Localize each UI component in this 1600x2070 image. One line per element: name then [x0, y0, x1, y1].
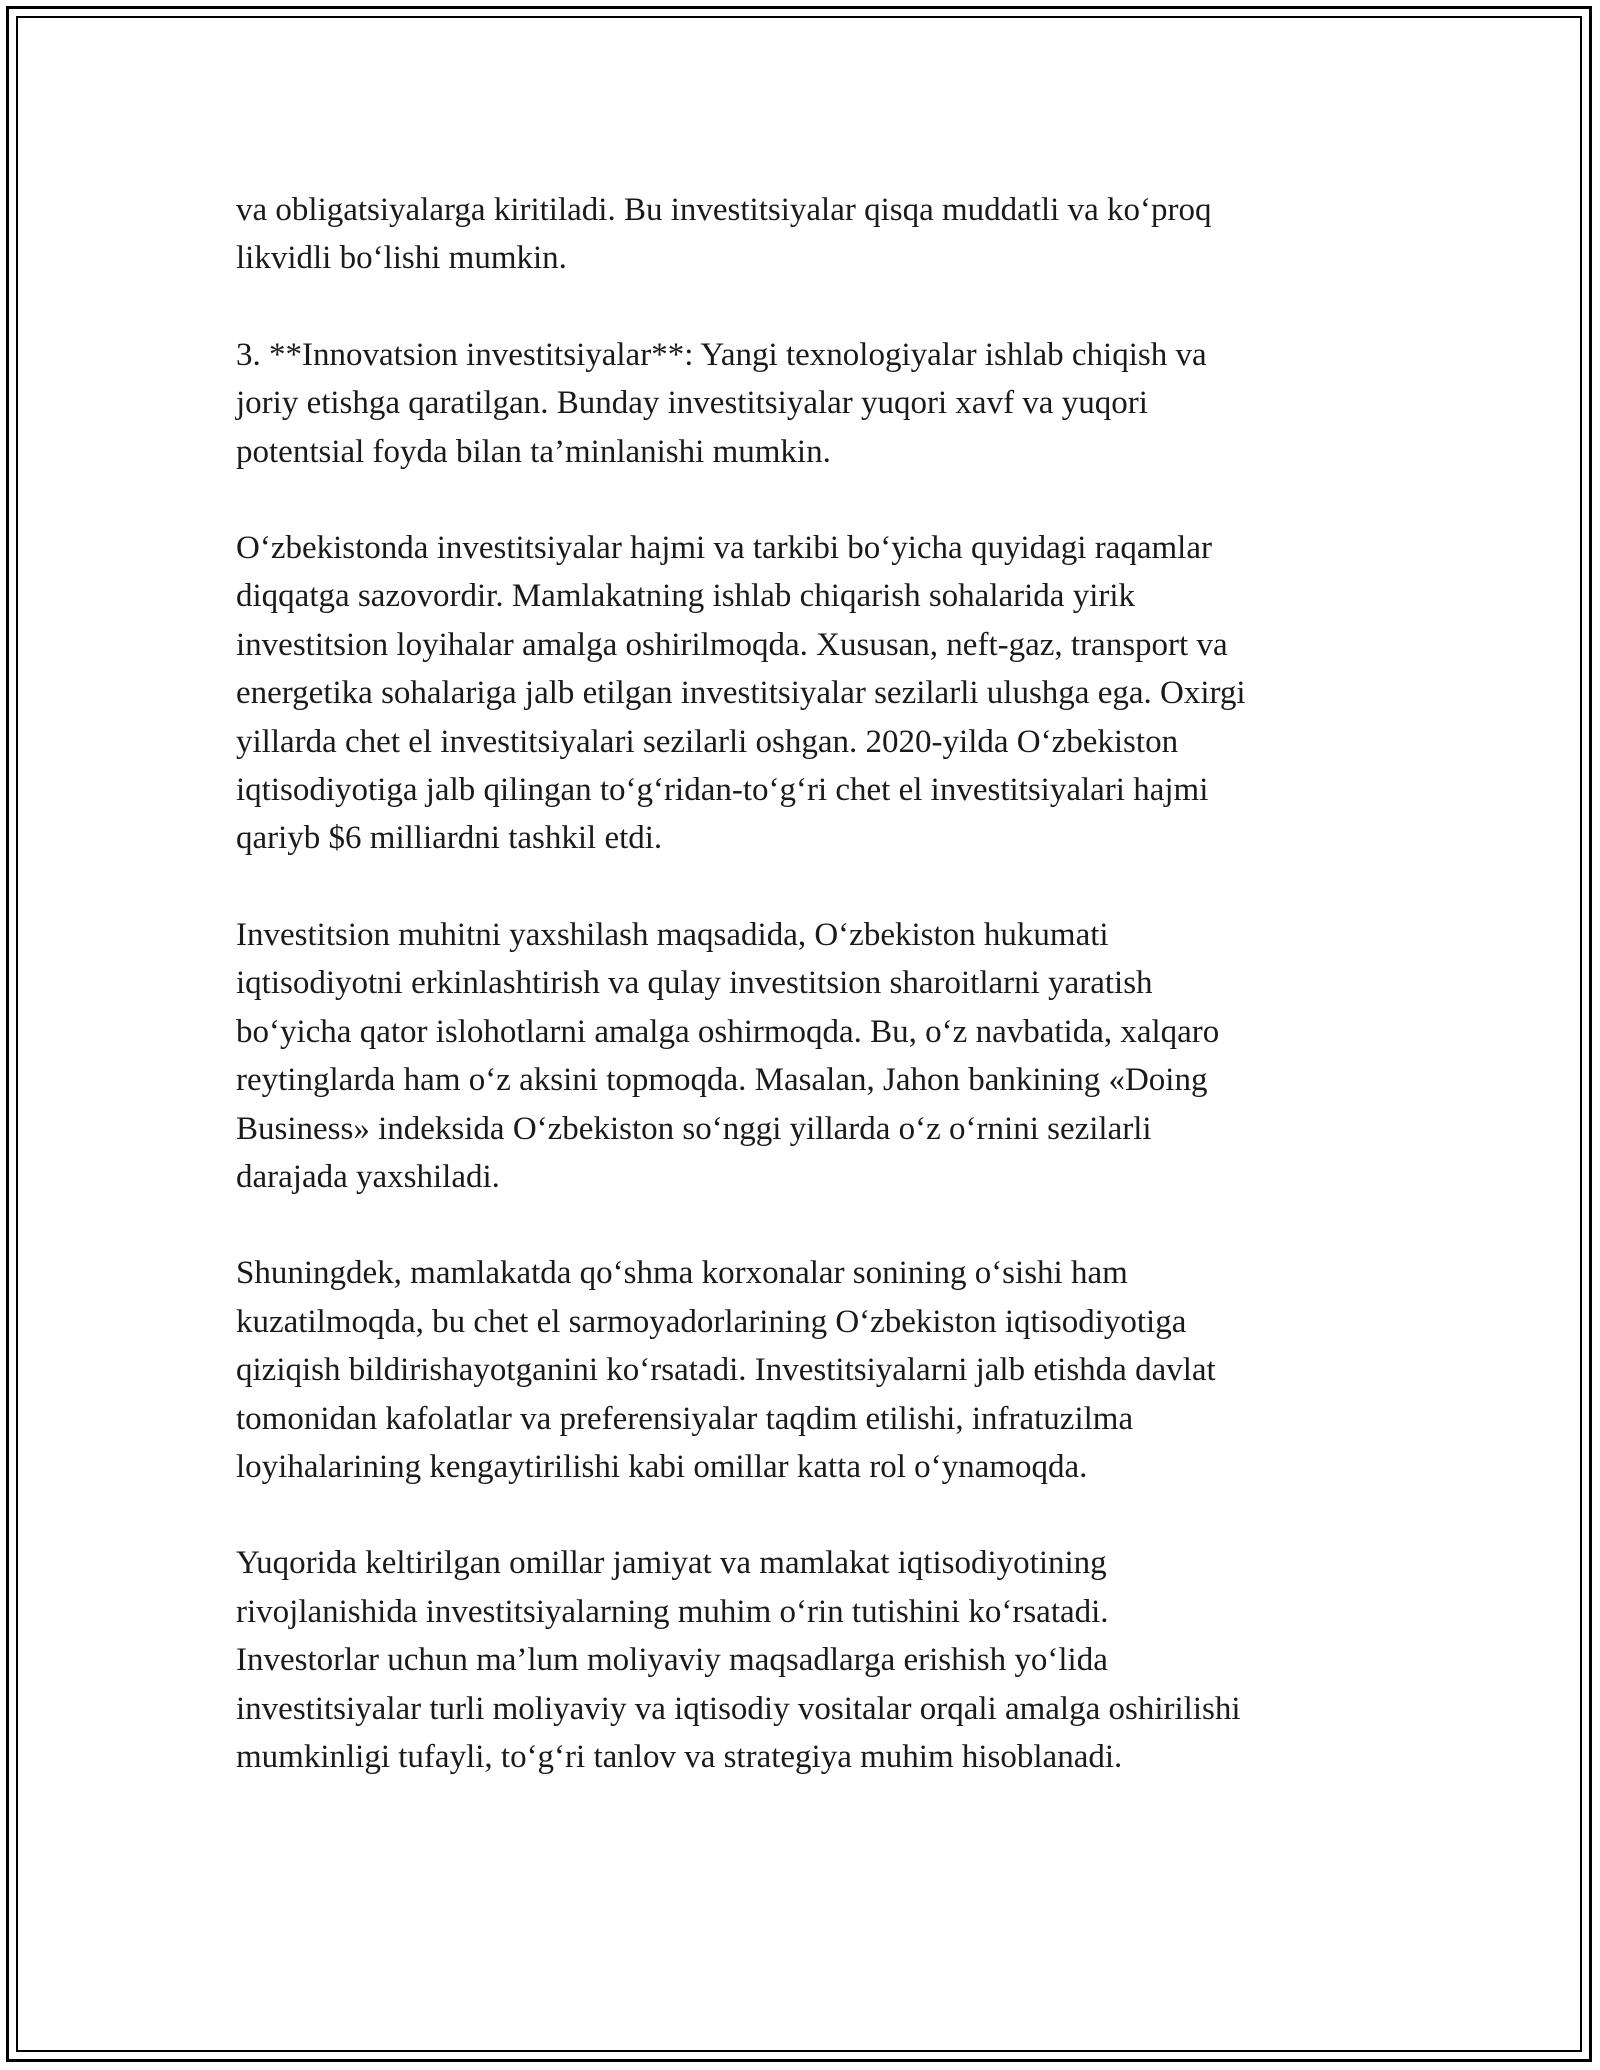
- text-line: yillarda chet el investitsiyalari sezilarli oshgan. 2020-yilda O‘zbekiston: [236, 723, 1179, 760]
- text-line: iqtisodiyotiga jalb qilingan to‘g‘ridan-to‘g‘ri chet el investitsiyalari hajmi: [236, 772, 1209, 809]
- text-line: reytinglarda ham o‘z aksini topmoqda. Masalan, Jahon bankining «Doing: [236, 1062, 1208, 1099]
- text-line: va obligatsiyalarga kiritiladi. Bu investitsiyalar qisqa muddatli va ko‘proq: [236, 192, 1212, 228]
- text-line: loyihalarining kengaytirilishi kabi omillar katta rol o‘ynamoqda.: [236, 1448, 1088, 1485]
- text-line: diqqatga sazovordir. Mamlakatning ishlab chiqarish sohalarida yirik: [236, 578, 1136, 615]
- text-line: Investorlar uchun ma’lum moliyaviy maqsadlarga erishish yo‘lida: [236, 1642, 1108, 1679]
- text-line: rivojlanishida investitsiyalarning muhim o‘rin tutishini ko‘rsatadi.: [236, 1593, 1109, 1630]
- text-line: bo‘yicha qator islohotlarni amalga oshirmoqda. Bu, o‘z navbatida, xalqaro: [236, 1013, 1220, 1050]
- paragraph: [236, 1539, 1396, 1781]
- paragraph: [236, 331, 1396, 476]
- text-line: tomonidan kafolatlar va preferensiyalar taqdim etilishi, infratuzilma: [236, 1400, 1134, 1437]
- text-line: Yuqorida keltirilgan omillar jamiyat va mamlakat iqtisodiyotining: [236, 1545, 1107, 1582]
- text-line: investitsiyalar turli moliyaviy va iqtisodiy vositalar orqali amalga oshirilishi: [236, 1690, 1241, 1727]
- text-line: kuzatilmoqda, bu chet el sarmoyadorlarining O‘zbekiston iqtisodiyotiga: [236, 1303, 1187, 1340]
- text-line: likvidli bo‘lishi mumkin.: [236, 240, 567, 277]
- text-line: darajada yaxshiladi.: [236, 1158, 500, 1195]
- text-line: potentsial foyda bilan ta’minlanishi mumkin.: [236, 433, 831, 470]
- text-line: Business» indeksida O‘zbekiston so‘nggi yillarda o‘z o‘rnini sezilarli: [236, 1110, 1152, 1147]
- paragraph: [236, 1249, 1396, 1491]
- text-line: qariyb $6 milliardni tashkil etdi.: [236, 820, 663, 857]
- paragraph: [236, 911, 1396, 1201]
- text-line: iqtisodiyotni erkinlashtirish va qulay investitsion sharoitlarni yaratish: [236, 965, 1153, 1002]
- text-line: qiziqish bildirishayotganini ko‘rsatadi. Investitsiyalarni jalb etishda davlat: [236, 1352, 1216, 1389]
- paragraph: [236, 186, 1396, 283]
- document-body: [236, 186, 1396, 1829]
- text-line: mumkinligi tufayli, to‘g‘ri tanlov va strategiya muhim hisoblanadi.: [236, 1738, 1123, 1775]
- text-line: joriy etishga qaratilgan. Bunday investitsiyalar yuqori xavf va yuqori: [236, 385, 1148, 422]
- text-line: energetika sohalariga jalb etilgan investitsiyalar sezilarli ulushga ega. Oxirgi: [236, 675, 1246, 712]
- paragraph: [236, 524, 1396, 863]
- text-line: Shuningdek, mamlakatda qo‘shma korxonalar sonining o‘sishi ham: [236, 1255, 1128, 1292]
- text-line: investitsion loyihalar amalga oshirilmoqda. Xususan, neft-gaz, transport va: [236, 626, 1228, 663]
- text-line: O‘zbekistonda investitsiyalar hajmi va tarkibi bo‘yicha quyidagi raqamlar: [236, 530, 1212, 567]
- text-line: 3. **Innovatsion investitsiyalar**: Yangi texnologiyalar ishlab chiqish va: [236, 336, 1207, 373]
- text-line: Investitsion muhitni yaxshilash maqsadida, O‘zbekiston hukumati: [236, 916, 1109, 953]
